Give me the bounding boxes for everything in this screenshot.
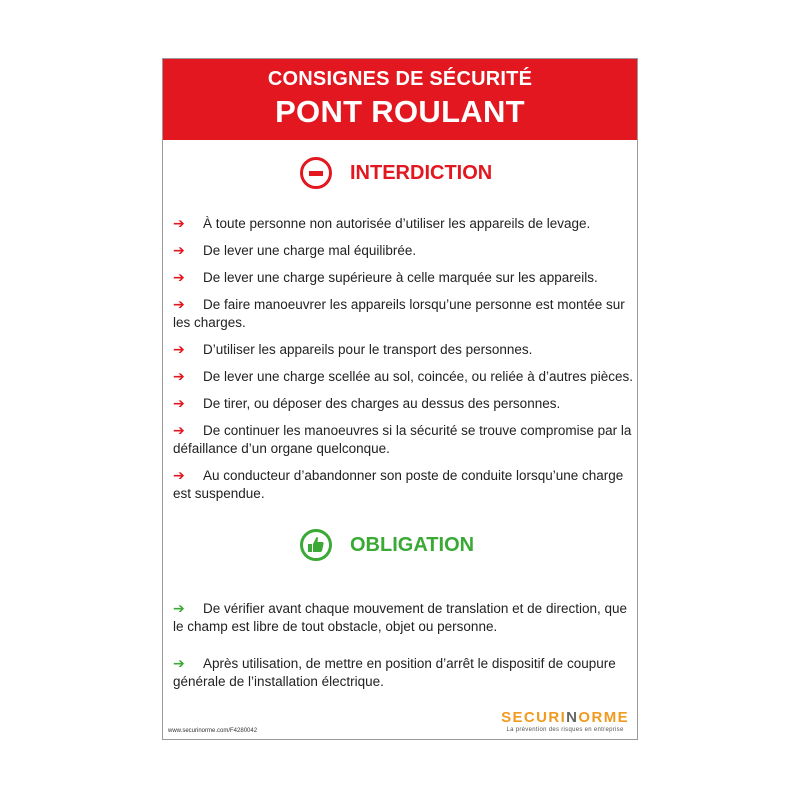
header-title: CONSIGNES DE SÉCURITÉ (267, 68, 533, 90)
brand-logo (501, 709, 629, 733)
list-item (173, 340, 633, 359)
list-item-text: De vérifier avant chaque mouvement de translation et de direction, que le champ est libre de tout obstacle, objet ou personne. (173, 601, 627, 634)
obligation-list (173, 599, 633, 691)
list-item (173, 466, 633, 503)
list-item (173, 367, 633, 386)
arrow-right-icon: ➔ (173, 600, 185, 616)
list-item (173, 421, 633, 458)
thumbs-up-icon (300, 529, 332, 561)
interdiction-title: INTERDICTION (350, 161, 493, 184)
list-item-text: Au conducteur d’abandonner son poste de conduite lorsqu’une charge est suspendue. (173, 468, 624, 501)
list-item (173, 654, 633, 691)
list-item-text: De lever une charge scellée au sol, coincée, ou reliée à d’autres pièces. (203, 369, 634, 384)
obligation-heading (300, 529, 474, 561)
interdiction-heading (300, 157, 492, 189)
list-item (173, 394, 633, 413)
arrow-right-icon: ➔ (173, 242, 185, 258)
brand-name-part3: ORME (578, 709, 629, 726)
list-item-text: De continuer les manoeuvres si la sécurité se trouve compromise par la défaillance d’un organe quelconque. (173, 423, 632, 456)
arrow-right-icon: ➔ (173, 368, 185, 384)
list-item-text: De lever une charge mal équilibrée. (203, 243, 417, 258)
sign-header (163, 59, 637, 140)
arrow-right-icon: ➔ (173, 296, 185, 312)
arrow-right-icon: ➔ (173, 269, 185, 285)
brand-tagline: La prévention des risques en entreprise (506, 727, 624, 733)
list-item (173, 268, 633, 287)
header-subtitle: PONT ROULANT (275, 94, 525, 129)
list-item-text: D’utiliser les appareils pour le transport des personnes. (203, 342, 533, 357)
list-item (173, 599, 633, 636)
arrow-right-icon: ➔ (173, 395, 185, 411)
list-item-text: À toute personne non autorisée d’utiliser les appareils de levage. (203, 216, 591, 231)
arrow-right-icon: ➔ (173, 341, 185, 357)
no-entry-icon (300, 157, 332, 189)
safety-sign (162, 58, 638, 740)
list-item-text: De faire manoeuvrer les appareils lorsqu’une personne est montée sur les charges. (173, 297, 625, 330)
arrow-right-icon: ➔ (173, 467, 185, 483)
brand-name-part1: SECURI (501, 709, 567, 726)
list-item (173, 214, 633, 233)
interdiction-list (173, 214, 633, 503)
obligation-title: OBLIGATION (350, 533, 475, 556)
arrow-right-icon: ➔ (173, 655, 185, 671)
arrow-right-icon: ➔ (173, 422, 185, 438)
list-item-text: Après utilisation, de mettre en position d’arrêt le dispositif de coupure générale de l’installation électrique. (173, 656, 616, 689)
list-item-text: De tirer, ou déposer des charges au dessus des personnes. (203, 396, 561, 411)
list-item (173, 241, 633, 260)
arrow-right-icon: ➔ (173, 215, 185, 231)
footer-url: www.securinorme.com/F4280042 (168, 728, 258, 734)
brand-name (501, 709, 629, 726)
list-item-text: De lever une charge supérieure à celle marquée sur les appareils. (203, 270, 598, 285)
list-item (173, 295, 633, 332)
brand-name-part2: N (566, 709, 579, 726)
